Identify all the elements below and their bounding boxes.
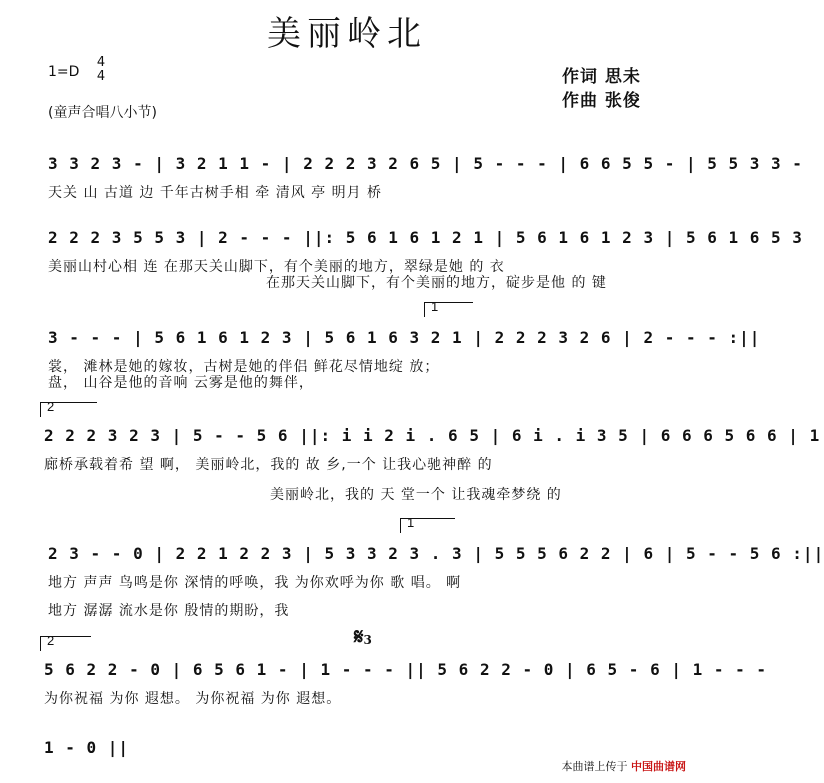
segno-mark: 𝄋3	[354, 624, 372, 650]
volta-bracket-1b: 1	[400, 518, 455, 533]
watermark-prefix: 本曲谱上传于	[561, 760, 628, 773]
meter-bottom: 4	[96, 69, 106, 84]
notation-row-3: 3 - - - | 5 6 1 6 1 2 3 | 5 6 1 6 3 2 1 | 2 2 2 3 2 6 | 2 - - - :||	[48, 328, 761, 347]
lyric-row-5-verse-1: 地方 声声 鸟鸣是你 深情的呼唤，我 为你欢呼为你 歌 唱。 啊	[48, 575, 462, 591]
volta-bracket-2: 2	[40, 402, 97, 417]
lyric-row-4-verse-1: 廊桥承载着希 望 啊， 美丽岭北，我的 故 乡,一个 让我心驰神醉 的	[44, 457, 493, 473]
lyric-row-2-verse-2: 在那天关山脚下，有个美丽的地方，碇步是他 的 键	[266, 275, 607, 291]
volta-bracket-2b: 2	[40, 636, 91, 651]
lyric-row-6: 为你祝福 为你 遐想。 为你祝福 为你 遐想。	[44, 691, 342, 707]
composer-credit: 作曲 张俊	[562, 91, 641, 111]
volta-bracket-1: 1	[424, 302, 473, 317]
key-signature: 1=D	[48, 64, 80, 80]
notation-row-5: 2 3 - - 0 | 2 2 1 2 2 3 | 5 3 3 2 3 . 3 | 5 5 5 6 2 2 | 6 | 5 - - 5 6 :||	[48, 544, 824, 563]
lyric-row-5-verse-2: 地方 潺潺 流水是你 殷情的期盼，我	[48, 603, 290, 619]
source-watermark	[562, 758, 687, 774]
notation-row-7: 1 - 0 ||	[44, 738, 130, 757]
lyricist-credit: 作词 思未	[562, 67, 641, 87]
meter-top: 4	[96, 55, 106, 70]
notation-row-2: 2 2 2 3 5 5 3 | 2 - - - ||: 5 6 1 6 1 2 1 | 5 6 1 6 1 2 3 | 5 6 1 6 5 3	[48, 228, 803, 247]
watermark-brand: 中国曲谱网	[631, 760, 686, 773]
notation-row-6: 5 6 2 2 - 0 | 6 5 6 1 - | 1 - - - || 5 6 2 2 - 0 | 6 5 - 6 | 1 - - -	[44, 660, 768, 679]
lyric-row-3-verse-1: 裳， 滩林是她的嫁妆，古树是她的伴侣 鲜花尽情地绽 放；	[48, 359, 440, 375]
notation-row-1: 3 3 2 3 - | 3 2 1 1 - | 2 2 2 3 2 6 5 | 5 - - - | 6 6 5 5 - | 5 5 3 3 -	[48, 154, 803, 173]
lyric-row-4-verse-2: 美丽岭北，我的 天 堂一个 让我魂牵梦绕 的	[270, 487, 562, 503]
performance-note: (童声合唱八小节)	[48, 105, 157, 121]
lyric-row-1: 天关 山 古道 边 千年古树手相 牵 清风 亭 明月 桥	[48, 185, 383, 201]
song-title: 美丽岭北	[267, 14, 427, 54]
lyric-row-3-verse-2: 盘， 山谷是他的音响 云雾是他的舞伴，	[48, 375, 314, 391]
notation-row-4: 2 2 2 3 2 3 | 5 - - 5 6 ||: i i 2 i . 6 5 | 6 i . i 3 5 | 6 6 6 5 6 6 | 1	[44, 426, 821, 445]
time-signature	[96, 56, 106, 84]
lyric-row-2-verse-1: 美丽山村心相 连 在那天关山脚下，有个美丽的地方，翠绿是她 的 衣	[48, 259, 505, 275]
segno-number: 3	[363, 633, 372, 647]
